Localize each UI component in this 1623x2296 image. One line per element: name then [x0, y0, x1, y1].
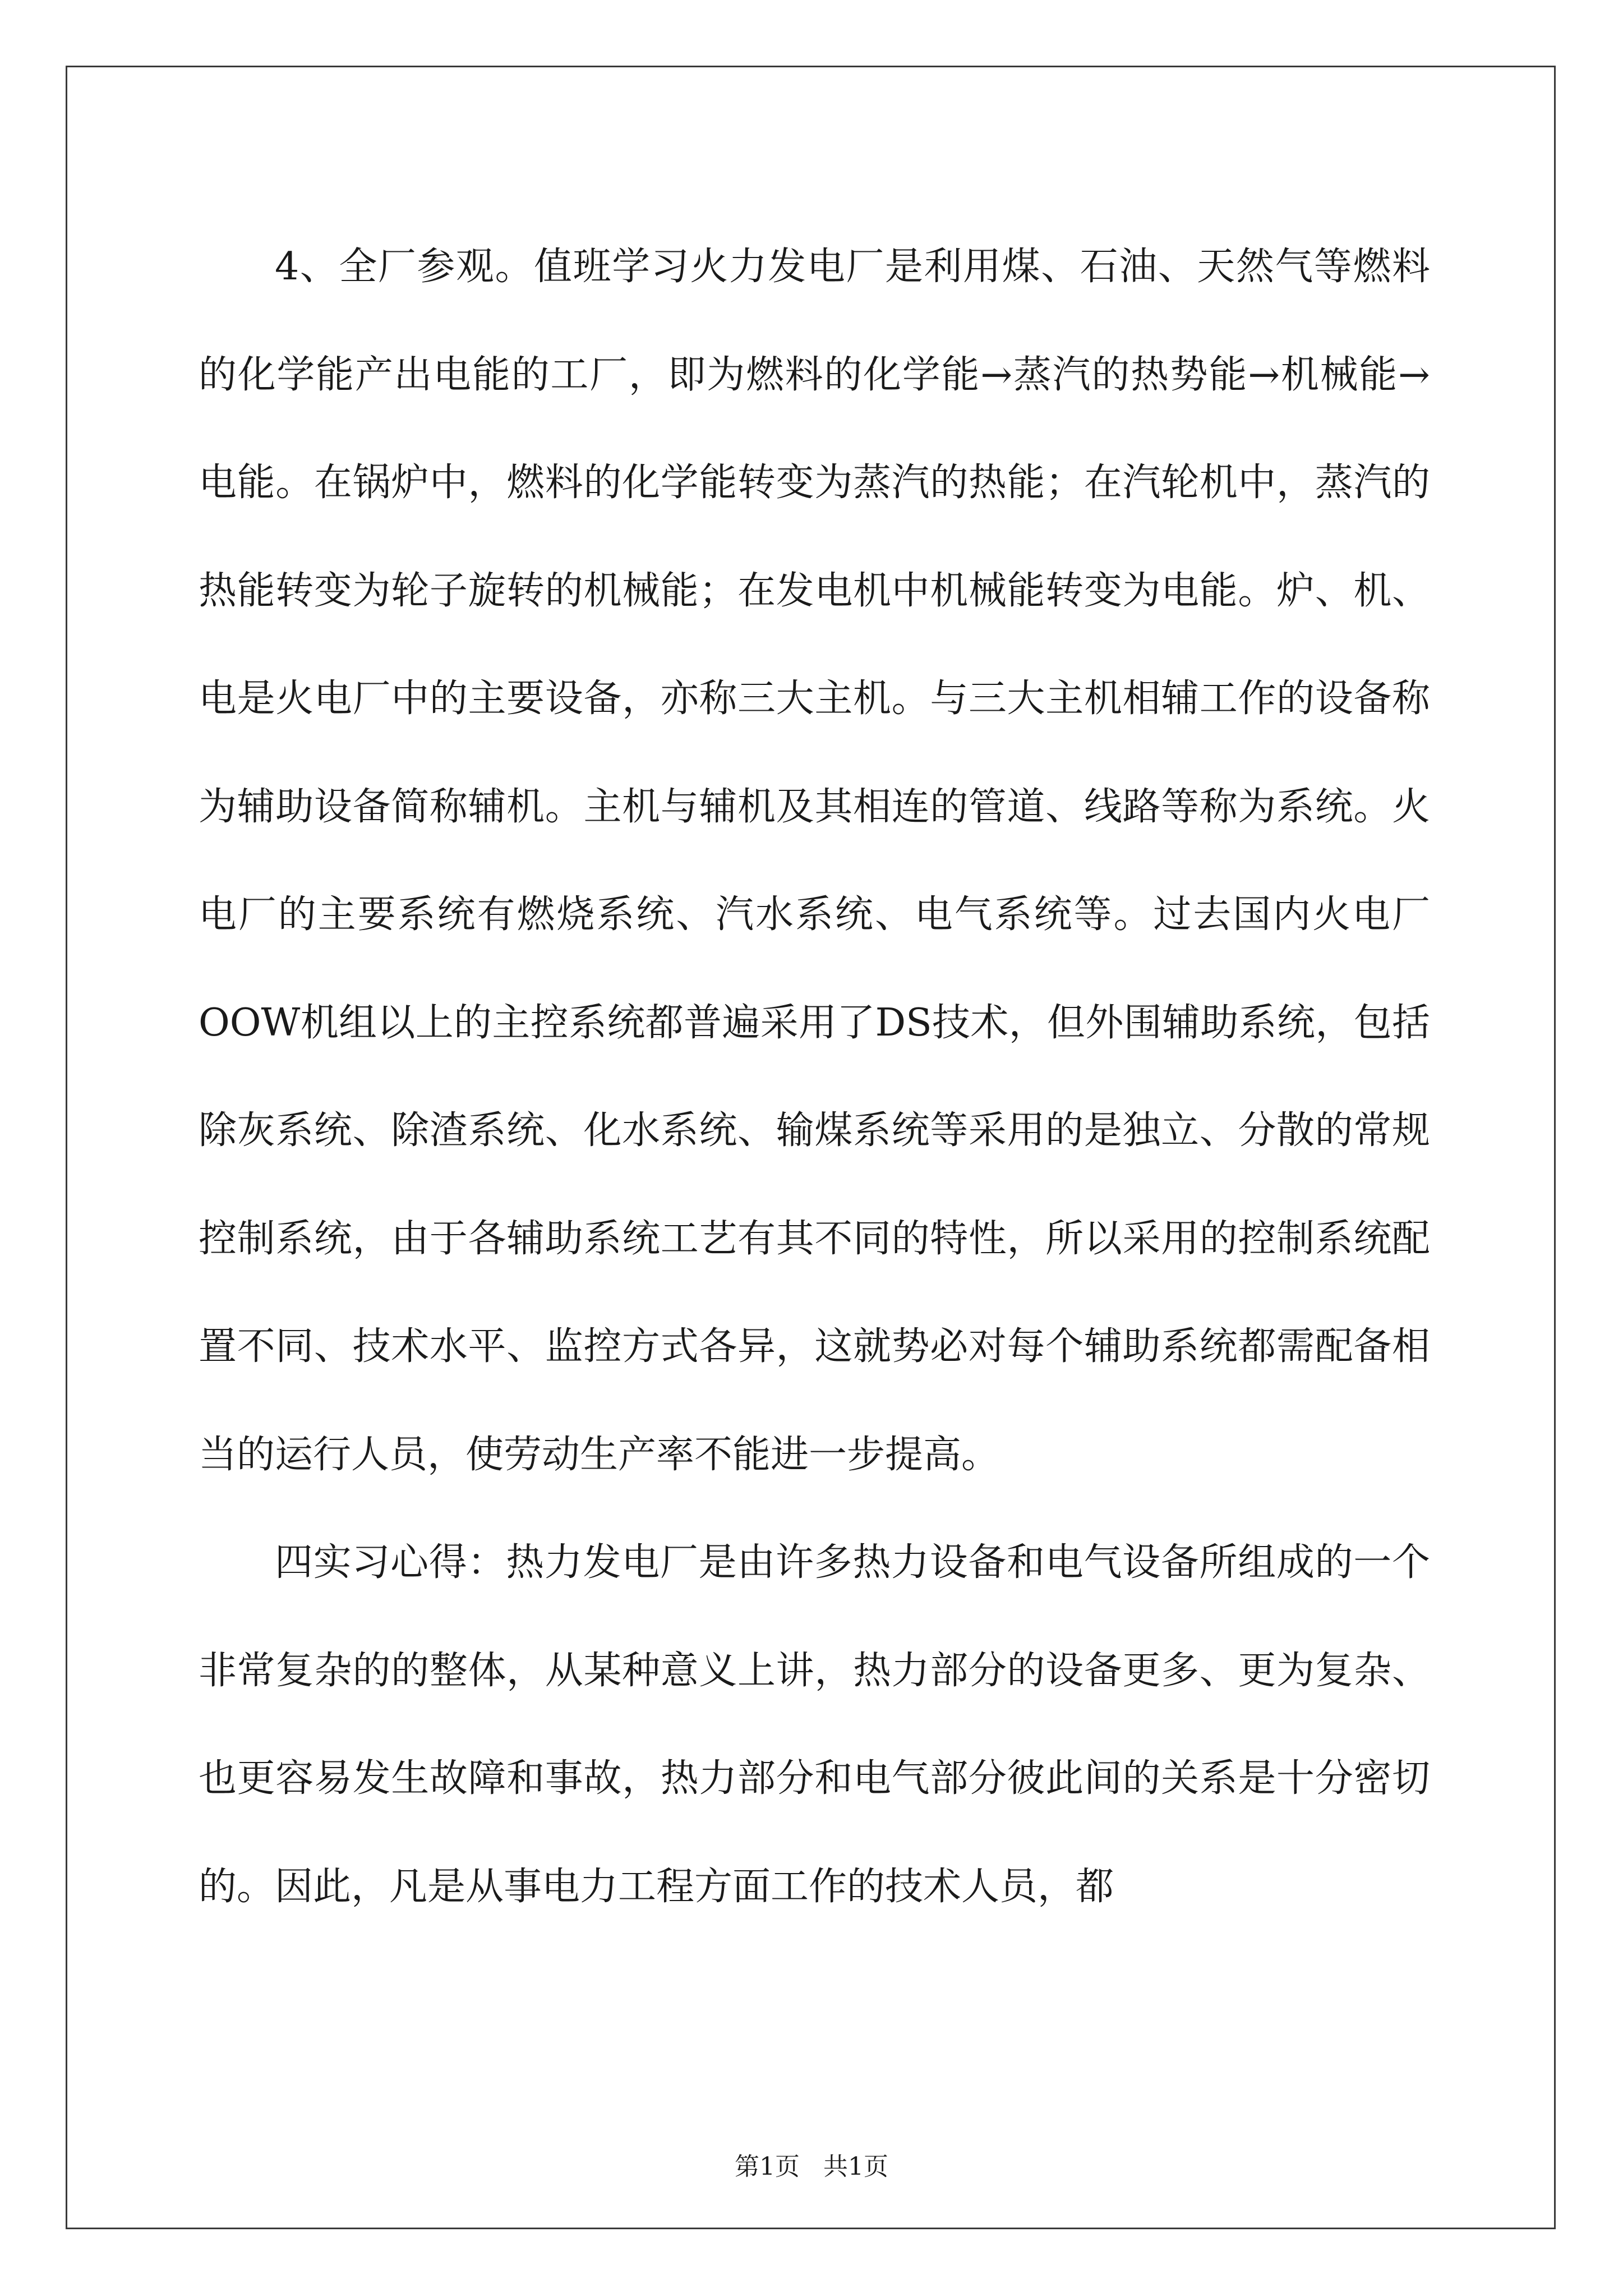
- document-body: [199, 213, 1430, 1941]
- paragraph-plant-tour: 4、全厂参观。值班学习火力发电厂是利用煤、石油、天然气等燃料的化学能产出电能的工厂，即为燃料的化学能→蒸汽的热势能→机械能→电能。在锅炉中，燃料的化学能转变为蒸汽的热能；在汽轮机中，蒸汽的热能转变为轮子旋转的机械能；在发电机中机械能转变为电能。炉、机、电是火电厂中的主要设备，亦称三大主机。与三大主机相辅工作的设备称为辅助设备简称辅机。主机与辅机及其相连的管道、线路等称为系统。火电厂的主要系统有燃烧系统、汽水系统、电气系统等。过去国内火电厂OOW机组以上的主控系统都普遍采用了DS技术，但外围辅助系统，包括除灰系统、除渣系统、化水系统、输煤系统等采用的是独立、分散的常规控制系统，由于各辅助系统工艺有其不同的特性，所以采用的控制系统配置不同、技术水平、监控方式各异，这就势必对每个辅助系统都需配备相当的运行人员，使劳动生产率不能进一步提高。: [199, 245, 1430, 1477]
- page-footer: 第1页 共1页: [735, 2152, 888, 2181]
- paragraph-internship-experience: 四实习心得：热力发电厂是由许多热力设备和电气设备所组成的一个非常复杂的的整体，从某种意义上讲，热力部分的设备更多、更为复杂、也更容易发生故障和事故，热力部分和电气部分彼此间的关系是十分密切的。因此，凡是从事电力工程方面工作的技术人员，都: [199, 1540, 1430, 1909]
